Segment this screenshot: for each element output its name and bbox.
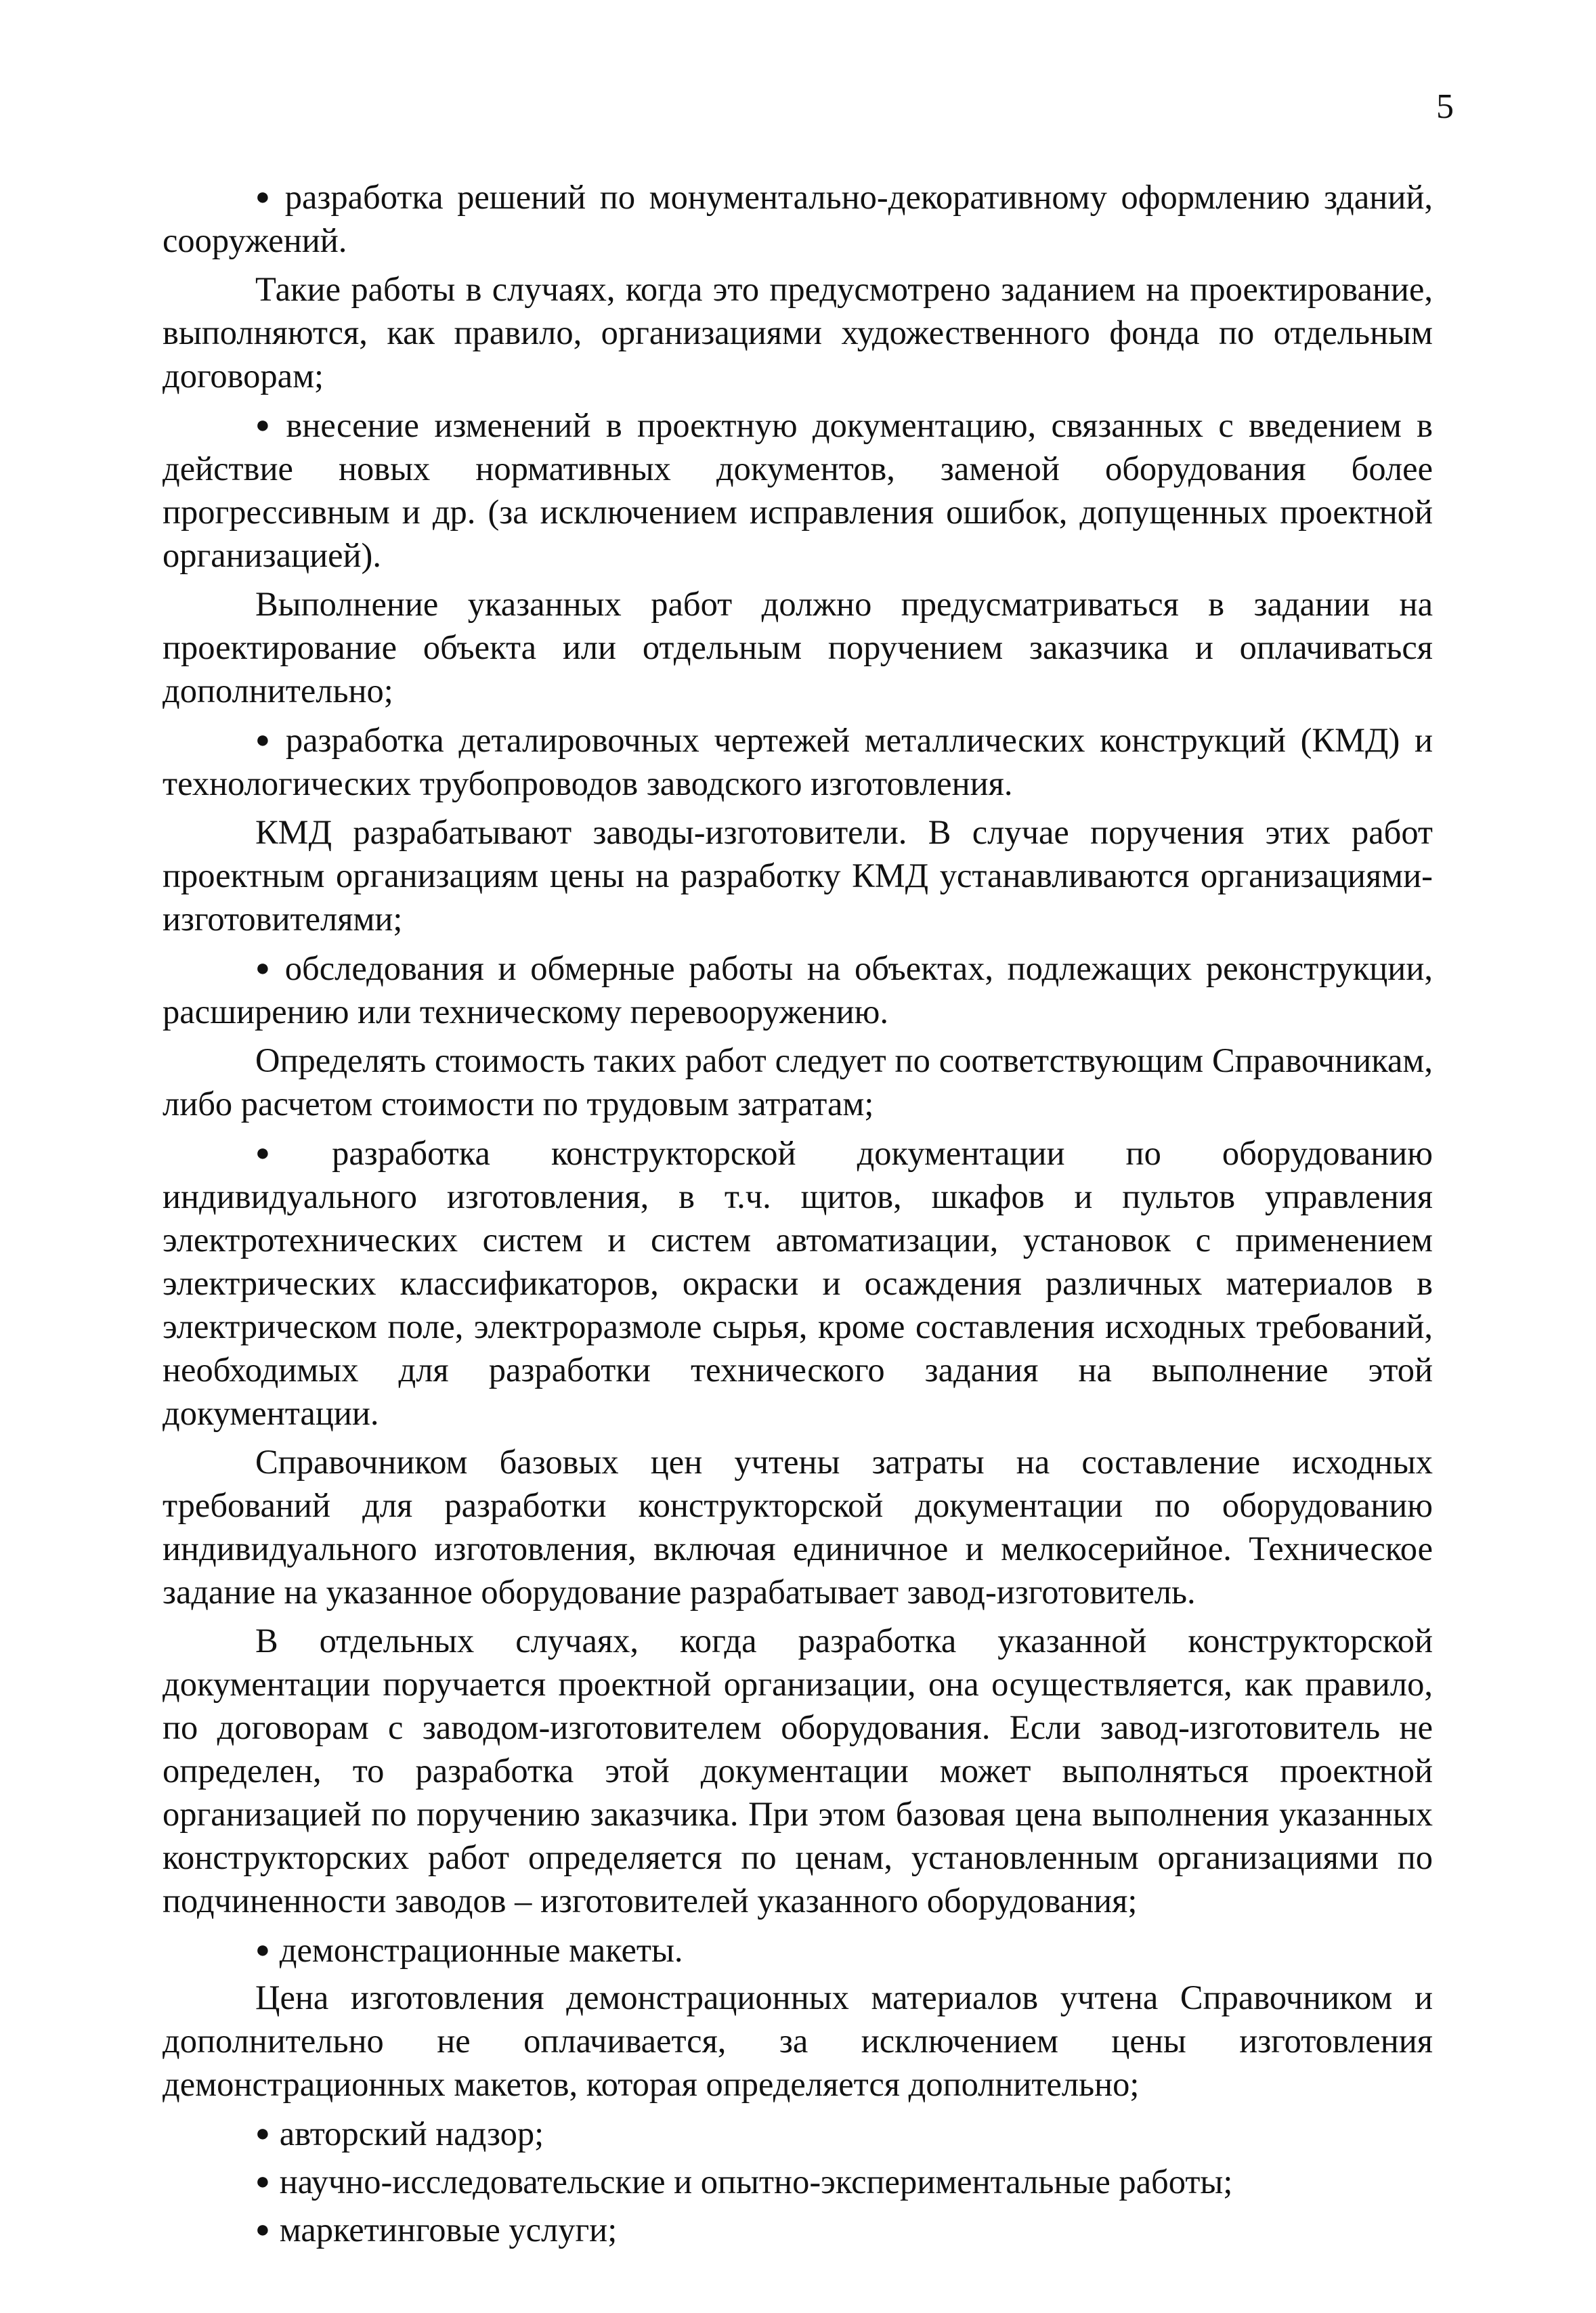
bullet-icon: ● (255, 2119, 270, 2146)
bullet-icon: ● (255, 411, 277, 438)
paragraph-text: Определять стоимость таких работ следует по соответствующим Справочникам, либо расчетом стоимости по трудовым затратам; (163, 1041, 1433, 1123)
paragraph-text: В отдельных случаях, когда разработка указанной конструкторской документации поручается проектной организации, она осуществляется, как правило, по договорам с заводом-изготовителем оборудования. Если завод-изготовитель не определен, то разработка этой документации может выполняться проектной организацией по поручению заказчика. При этом базовая цена выполнения указанных конструкторских работ определяется по ценам, установленным организациями по подчиненности заводов – изготовителей указанного оборудования; (163, 1622, 1433, 1920)
paragraph-text: Цена изготовления демонстрационных материалов учтена Справочником и дополнительно не оплачивается, за исключением цены изготовления демонстрационных макетов, которая определяется дополнительно; (163, 1979, 1433, 2103)
bullet-paragraph (163, 1131, 1433, 1435)
text-paragraph (163, 1976, 1433, 2106)
text-paragraph (163, 1619, 1433, 1922)
text-paragraph (163, 1440, 1433, 1614)
bullet-paragraph (163, 946, 1433, 1033)
paragraph-text: Выполнение указанных работ должно предусматриваться в задании на проектирование объекта или отдельным поручением заказчика и оплачиваться дополнительно; (163, 585, 1433, 710)
bullet-paragraph (163, 403, 1433, 577)
bullet-icon: ● (255, 954, 276, 981)
bullet-paragraph (163, 1928, 1433, 1972)
document-body (163, 175, 1433, 2255)
bullet-paragraph (163, 2207, 1433, 2251)
bullet-icon: ● (255, 1139, 323, 1166)
paragraph-text: Такие работы в случаях, когда это предусмотрено заданием на проектирование, выполняются, как правило, организациями художественного фонда по отдельным договорам; (163, 270, 1433, 395)
paragraph-text: разработка деталировочных чертежей металлических конструкций (КМД) и технологических трубопроводов заводского изготовления. (163, 721, 1433, 802)
bullet-icon: ● (255, 2215, 270, 2243)
bullet-icon: ● (255, 183, 276, 210)
text-paragraph (163, 1039, 1433, 1125)
paragraph-text: демонстрационные макеты. (279, 1931, 683, 1969)
text-paragraph (163, 810, 1433, 941)
page-number: 5 (1436, 87, 1454, 126)
bullet-paragraph (163, 2111, 1433, 2155)
paragraph-text: разработка решений по монументально-декоративному оформлению зданий, сооружений. (163, 178, 1433, 259)
paragraph-text: обследования и обмерные работы на объектах, подлежащих реконструкции, расширению или техническому перевооружению. (163, 949, 1433, 1031)
bullet-icon: ● (255, 726, 276, 753)
paragraph-text: внесение изменений в проектную документацию, связанных с введением в действие новых нормативных документов, заменой оборудования более прогрессивным и др. (за исключением исправления ошибок, допущенных проектной организацией). (163, 406, 1433, 574)
paragraph-text: авторский надзор; (279, 2115, 544, 2153)
bullet-icon: ● (255, 1936, 270, 1963)
bullet-paragraph (163, 175, 1433, 262)
paragraph-text: КМД разрабатывают заводы-изготовители. В случае поручения этих работ проектным организациям цены на разработку КМД устанавливаются организациями-изготовителями; (163, 813, 1433, 938)
bullet-paragraph (163, 718, 1433, 805)
text-paragraph (163, 582, 1433, 712)
bullet-paragraph (163, 2159, 1433, 2203)
bullet-icon: ● (255, 2167, 270, 2195)
paragraph-text: разработка конструкторской документации по оборудованию индивидуального изготовления, в т.ч. щитов, шкафов и пультов управления электротехнических систем и систем автоматизации, установок с применением электрических классификаторов, окраски и осаждения различных материалов в электрическом поле, электроразмоле сырья, кроме составления исходных требований, необходимых для разработки технического задания на выполнение этой документации. (163, 1134, 1433, 1432)
paragraph-text: Справочником базовых цен учтены затраты на составление исходных требований для разработки конструкторской документации по оборудованию индивидуального изготовления, включая единичное и мелкосерийное. Техническое задание на указанное оборудование разрабатывает завод-изготовитель. (163, 1443, 1433, 1611)
paragraph-text: маркетинговые услуги; (279, 2211, 618, 2249)
text-paragraph (163, 267, 1433, 397)
paragraph-text: научно-исследовательские и опытно-экспериментальные работы; (279, 2163, 1233, 2201)
